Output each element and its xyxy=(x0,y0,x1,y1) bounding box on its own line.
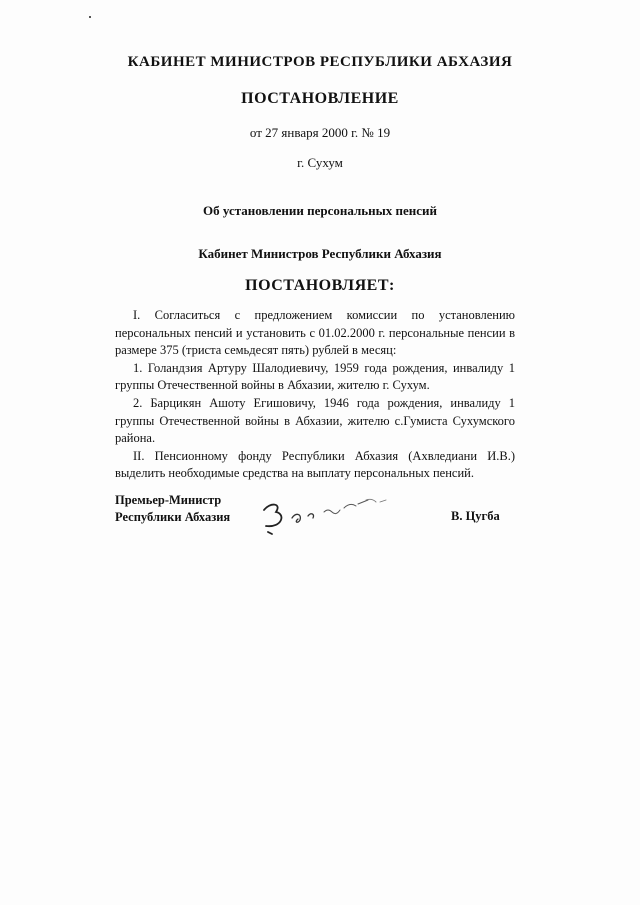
scan-speck xyxy=(89,16,91,18)
decree-body xyxy=(115,307,515,483)
date-number-line: от 27 января 2000 г. № 19 xyxy=(249,125,391,140)
position-line-2: Республики Абхазия xyxy=(115,510,231,524)
paragraph-clause-2: II. Пенсионному фонду Республики Абхазия (Ахвледиани И.В.) выделить необходимые средства на выплату персональных пенсий. xyxy=(115,448,515,481)
organization-heading: КАБИНЕТ МИНИСТРОВ РЕСПУБЛИКИ АБХАЗИЯ xyxy=(127,54,513,70)
document-type-heading: ПОСТАНОВЛЕНИЕ xyxy=(241,90,399,107)
position-line-1: Премьер-Министр xyxy=(115,493,222,507)
city-line: г. Сухум xyxy=(297,155,343,170)
signatory-position xyxy=(115,492,230,526)
paragraph-item-2: 2. Барцикян Ашоту Егишовичу, 1946 года рождения, инвалиду 1 группы Отечественной войны в Абхазии, жителю с.Гумиста Сухумского района. xyxy=(115,395,515,446)
subject-line: Об установлении персональных пенсий xyxy=(203,203,437,218)
issuer-line: Кабинет Министров Республики Абхазия xyxy=(198,246,442,261)
paragraph-item-1: 1. Голандзия Артуру Шалодиевичу, 1959 года рождения, инвалиду 1 группы Отечественной войны в Абхазии, жителю г. Сухум. xyxy=(115,360,515,393)
decree-heading: ПОСТАНОВЛЯЕТ: xyxy=(245,277,395,294)
paragraph-clause-1: I. Согласиться с предложением комиссии по установлению персональных пенсий и установить с 01.02.2000 г. персональные пенсии в размере 375 (триста семьдесят пять) рублей в месяц: xyxy=(115,308,515,358)
signer-name: В. Цугба xyxy=(451,509,500,523)
handwritten-signature xyxy=(258,488,398,538)
